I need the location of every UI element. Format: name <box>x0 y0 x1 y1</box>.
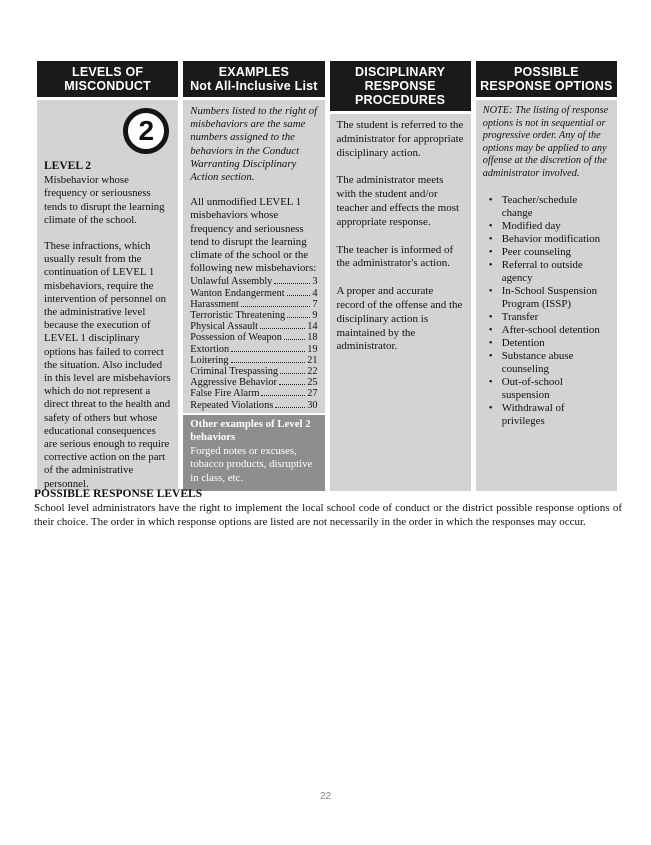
misbehavior-label: Loitering <box>190 354 229 366</box>
misbehavior-label: Possession of Weapon <box>190 332 282 344</box>
header-line: POSSIBLE <box>513 65 579 79</box>
header-line: RESPONSE <box>364 79 436 93</box>
misbehavior-label: False Fire Alarm <box>190 388 260 400</box>
examples-body <box>183 100 324 491</box>
misbehavior-row <box>190 388 317 399</box>
response-option: • Withdrawal of privileges <box>489 402 610 428</box>
level-description <box>44 174 171 491</box>
paragraph: The teacher is informed of the administrator's action. <box>336 243 454 270</box>
dotted-leader <box>287 317 310 318</box>
dotted-leader <box>260 328 305 329</box>
dotted-leader <box>275 407 305 408</box>
misbehavior-number: 27 <box>307 388 318 400</box>
response-option: • Referral to outside agency <box>489 259 610 285</box>
misbehavior-label: Criminal Trespassing <box>190 366 279 378</box>
response-options-list <box>483 194 610 428</box>
misbehavior-list <box>190 276 317 412</box>
column-disciplinary-response-procedures <box>330 61 471 491</box>
misbehavior-row <box>190 355 317 366</box>
paragraph: A proper and accurate record of the offense and the disciplinary action is maintained by the administrator. <box>336 285 463 353</box>
misbehavior-label: Terroristic Threatening <box>190 310 286 322</box>
response-option: • Detention <box>489 337 610 350</box>
misbehavior-number: 14 <box>307 321 318 333</box>
misbehavior-number: 9 <box>312 310 318 322</box>
header-line: EXAMPLES <box>218 65 290 79</box>
dotted-leader <box>261 395 305 396</box>
dotted-leader <box>231 362 306 363</box>
examples-header <box>183 61 324 97</box>
other-examples-text: Forged notes or excuses, tobacco products, disruptive in class, etc. <box>190 444 313 484</box>
response-option: • In-School Suspension Program (ISSP) <box>489 285 610 311</box>
response-option: • Modified day <box>489 220 610 233</box>
misbehavior-row <box>190 366 317 377</box>
dotted-leader <box>280 373 305 374</box>
response-option: • Peer counseling <box>489 246 610 259</box>
misbehavior-number: 7 <box>312 298 318 310</box>
header-line: RESPONSE OPTIONS <box>480 79 613 93</box>
response-option: • Teacher/schedule change <box>489 194 610 220</box>
misbehavior-number: 25 <box>307 377 318 389</box>
column-possible-response-options <box>476 61 617 491</box>
misbehavior-row <box>190 377 317 388</box>
dotted-leader <box>284 339 305 340</box>
misbehavior-row <box>190 332 317 343</box>
header-line: DISCIPLINARY <box>355 65 446 79</box>
misbehavior-label: Repeated Violations <box>190 399 274 411</box>
dotted-leader <box>274 283 310 284</box>
misbehavior-label: Aggressive Behavior <box>190 377 277 389</box>
paragraph: Misbehavior whose frequency or seriousness tends to disrupt the learning climate of the school. <box>44 174 165 226</box>
misbehavior-number: 4 <box>312 287 318 299</box>
options-header <box>476 61 617 97</box>
levels-of-misconduct-body <box>37 100 178 491</box>
misbehavior-number: 19 <box>307 343 318 355</box>
options-note: NOTE: The listing of response options is not in sequential or progressive order. Any of the options may be applied to any offense at the discretion of the administrator involved. <box>482 105 609 179</box>
misbehavior-row <box>190 288 317 299</box>
column-levels-of-misconduct <box>37 61 178 491</box>
header-line: PROCEDURES <box>355 93 446 107</box>
examples-note: Numbers listed to the right of misbehaviors are the same numbers assigned to the behaviors in the Conduct Warranting Disciplinary Action section. <box>190 105 318 184</box>
misbehavior-number: 30 <box>307 399 318 411</box>
misbehavior-row <box>190 310 317 321</box>
footer-title: POSSIBLE RESPONSE LEVELS <box>34 488 203 500</box>
other-examples-title: Other examples of Level 2 behaviors <box>190 417 311 444</box>
misbehavior-row <box>190 400 317 411</box>
level-2-badge <box>123 108 169 154</box>
possible-response-levels-section <box>34 488 622 529</box>
level-title: LEVEL 2 <box>44 160 91 172</box>
options-body <box>476 100 617 491</box>
page-number: 22 <box>319 791 332 802</box>
procedures-header <box>330 61 471 111</box>
misbehavior-row <box>190 321 317 332</box>
levels-of-misconduct-header <box>37 61 178 97</box>
paragraph: The administrator meets with the student and/or teacher and effects the most appropriate response. <box>336 174 460 228</box>
discipline-levels-table <box>37 61 617 490</box>
response-option: • Transfer <box>489 311 610 324</box>
header-line: LEVELS OF <box>71 65 144 79</box>
procedures-paragraphs <box>330 114 471 368</box>
level-number: 2 <box>138 115 155 147</box>
dotted-leader <box>279 384 305 385</box>
misbehavior-row <box>190 344 317 355</box>
misbehavior-number: 18 <box>307 332 318 344</box>
paragraph: The student is referred to the administrator for appropriate disciplinary action. <box>336 119 464 159</box>
other-examples-box <box>183 413 324 491</box>
header-line: MISCONDUCT <box>64 79 151 93</box>
examples-intro: All unmodified LEVEL 1 misbehaviors whose frequency and seriousness tend to disrupt the learning climate of the school or the following new misbehaviors: <box>190 196 317 275</box>
misbehavior-label: Extortion <box>190 343 230 355</box>
footer-text: School level administrators have the right to implement the local school code of conduct or the district possible response options of their choice. The order in which response options are listed are not necessarily in the order in which the responses may occur. <box>34 501 622 528</box>
dotted-leader <box>241 306 310 307</box>
dotted-leader <box>287 295 311 296</box>
misbehavior-label: Physical Assault <box>190 321 259 333</box>
column-examples <box>183 61 324 491</box>
misbehavior-number: 22 <box>307 366 318 378</box>
dotted-leader <box>231 351 305 352</box>
response-option: • After-school detention <box>489 324 610 337</box>
misbehavior-label: Unlawful Assembly <box>190 276 273 288</box>
misbehavior-label: Harassment <box>190 298 239 310</box>
paragraph: These infractions, which usually result from the continuation of LEVEL 1 misbehaviors, require the intervention of personnel on the administrative level because the execution of LEVEL 1 disciplinary options has failed to correct the situation. Also included in this level are misbehaviors which do not represent a direct threat to the health and safety of others but whose educational consequences are serious enough to require corrective action on the part of the administrative personnel. <box>44 240 171 490</box>
response-option: • Out-of-school suspension <box>489 376 610 402</box>
misbehavior-row <box>190 299 317 310</box>
misbehavior-label: Wanton Endangerment <box>190 287 285 299</box>
response-option: • Substance abuse counseling <box>489 350 610 376</box>
misbehavior-number: 21 <box>307 354 318 366</box>
header-line: Not All-Inclusive List <box>190 79 318 93</box>
response-option: • Behavior modification <box>489 233 610 246</box>
misbehavior-number: 3 <box>312 276 318 288</box>
procedures-body <box>330 114 471 491</box>
misbehavior-row <box>190 276 317 287</box>
